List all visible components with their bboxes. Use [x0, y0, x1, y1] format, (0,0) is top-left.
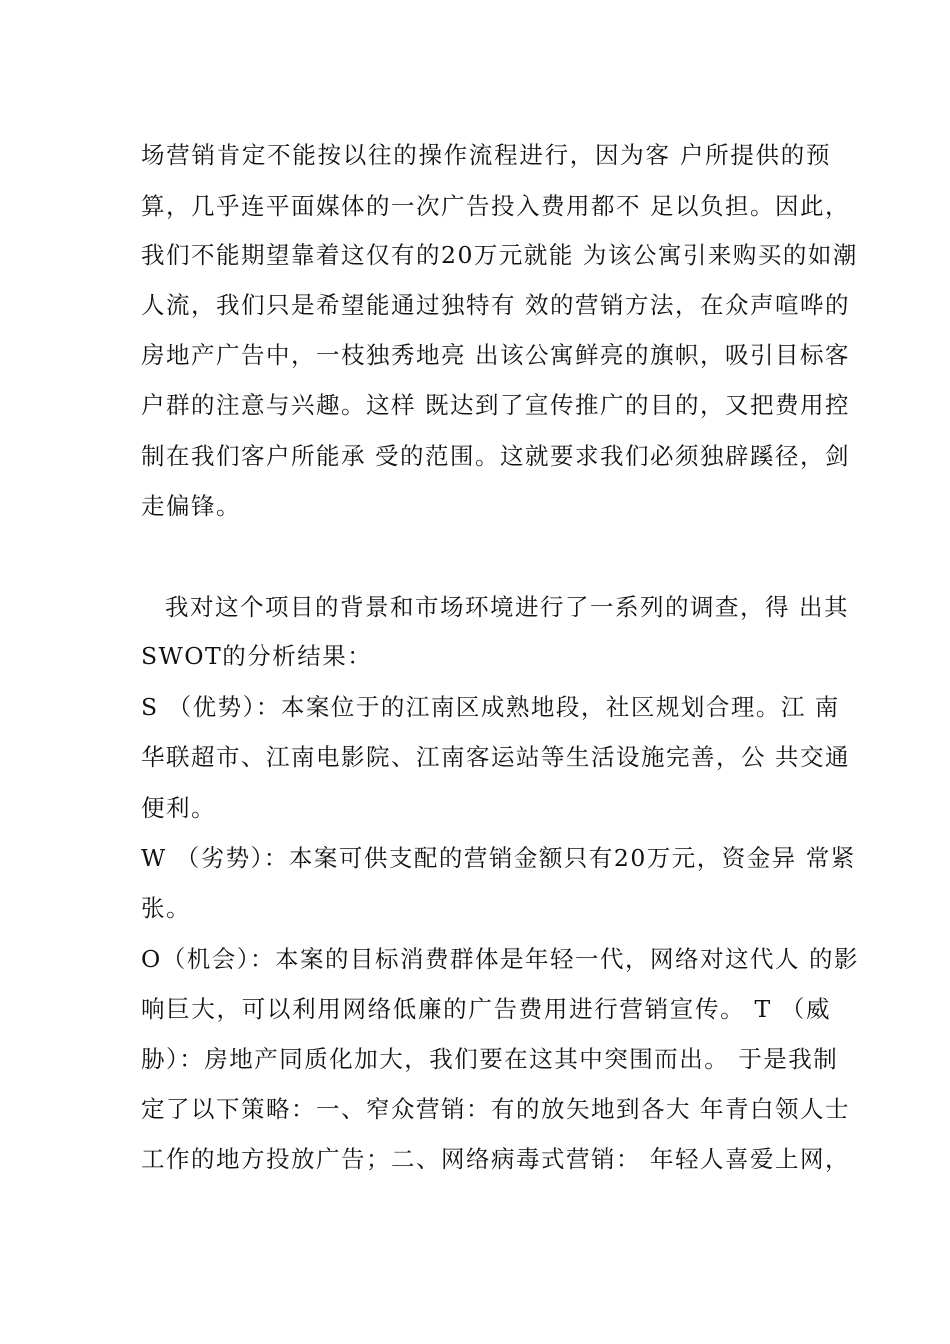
text-line: 人流，我们只是希望能通过独特有 效的营销方法，在众声喧哗的 [141, 291, 850, 319]
text-line: 张。 [141, 894, 191, 922]
text-line: 房地产广告中，一枝独秀地亮 出该公寓鲜亮的旗帜，吸引目标客 [141, 341, 850, 369]
text-line: 定了以下策略：一、窄众营销：有的放矢地到各大 年青白领人士 [141, 1095, 850, 1123]
text-line: 便利。 [141, 794, 216, 822]
text-line: W （劣势）：本案可供支配的营销金额只有20万元，资金异 常紧 [141, 844, 856, 872]
text-line: 工作的地方投放广告；二、网络病毒式营销： 年轻人喜爱上网， [141, 1145, 850, 1173]
text-line: 胁）：房地产同质化加大，我们要在这其中突围而出。 于是我制 [141, 1045, 839, 1073]
text-line: 算，几乎连平面媒体的一次广告投入费用都不 足以负担。因此， [141, 192, 850, 220]
text-line: 场营销肯定不能按以往的操作流程进行，因为客 户所提供的预 [141, 141, 831, 169]
text-line: 走偏锋。 [141, 492, 241, 520]
text-line: 制在我们客户所能承 受的范围。这就要求我们必须独辟蹊径，剑 [141, 442, 850, 470]
text-line: O（机会）：本案的目标消费群体是年轻一代，网络对这代人 的影 [141, 945, 859, 973]
text-line: SWOT的分析结果： [141, 642, 373, 670]
text-line: 华联超市、江南电影院、江南客运站等生活设施完善，公 共交通 [141, 743, 850, 771]
text-line: 我对这个项目的背景和市场环境进行了一系列的调查，得 出其 [165, 593, 849, 621]
text-line: 响巨大，可以利用网络低廉的广告费用进行营销宣传。 T （威 [141, 995, 831, 1023]
text-line: 户群的注意与兴趣。这样 既达到了宣传推广的目的，又把费用控 [141, 391, 850, 419]
text-line: 我们不能期望靠着这仅有的20万元就能 为该公寓引来购买的如潮 [141, 241, 858, 269]
text-line: S （优势）：本案位于的江南区成熟地段，社区规划合理。江 南 [141, 693, 840, 721]
